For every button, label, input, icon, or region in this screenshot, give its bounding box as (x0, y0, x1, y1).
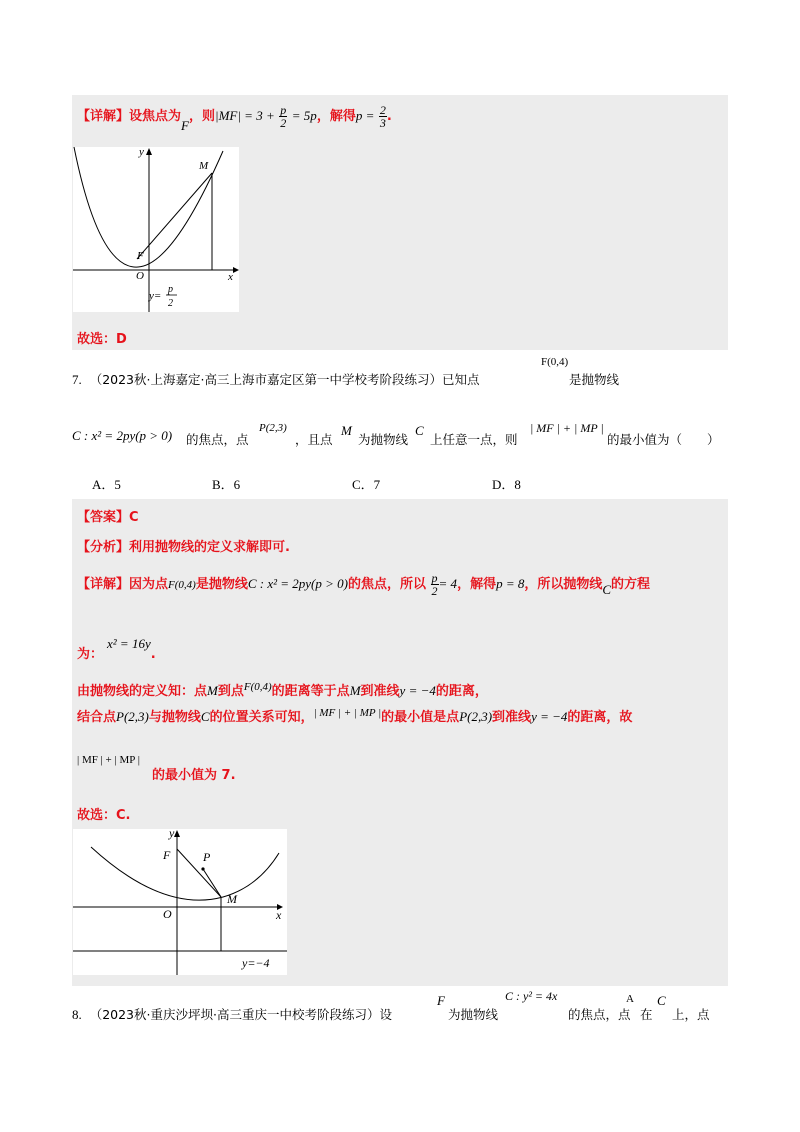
q7-point-F: F(0,4) (541, 356, 569, 368)
q6-parabola-figure (73, 147, 239, 312)
q6-fig-dir-den: 2 (168, 298, 173, 309)
q7-option-c[interactable]: C．7 (352, 477, 381, 492)
q6-fig-M: M (199, 160, 209, 172)
q8-curve: C : y² = 4x (505, 989, 558, 1003)
q7-final-answer: 故选：C. (77, 808, 131, 823)
q7-analysis: 【分析】利用抛物线的定义求解即可. (77, 540, 290, 555)
q7-fig-P: P (203, 850, 211, 864)
q7-parabola-figure (73, 829, 287, 975)
q8-on: 在 (640, 1007, 653, 1022)
q7-any-point: 上任意一点，则 (430, 432, 518, 447)
q7-is-parabola: 是抛物线 (569, 372, 620, 387)
q7-M: M (341, 423, 352, 438)
q8-question-line1: 8. （2023秋·重庆沙坪坝·高三重庆一中校考阶段练习）设 (72, 1007, 392, 1022)
q7-and-point: ，且点 (295, 432, 333, 447)
q7-option-d[interactable]: D．8 (492, 477, 521, 492)
q7-question-line1: 7. （2023秋·上海嘉定·高三上海市嘉定区第一中学校考阶段练习）已知点 (72, 372, 480, 387)
q8-end: 上，点 (672, 1007, 710, 1022)
q8-F: F (437, 993, 445, 1008)
q7-detail-line2: 为：x² = 16y. (77, 636, 156, 662)
q7-option-b[interactable]: B．6 (212, 477, 241, 492)
q7-option-a[interactable]: A．5 (92, 477, 121, 492)
q7-detail-line5: 的最小值为 7. (152, 768, 236, 783)
q6-fig-x: x (228, 271, 233, 283)
q6-fig-y: y (139, 147, 144, 158)
q7-detail-line3: 由抛物线的定义知：点M到点$^{F(0,4)}$的距离等于点M到准线y = −4的距离， (77, 681, 488, 699)
q6-fig-F: F (137, 250, 144, 262)
q6-fig-dir: y= (149, 290, 162, 302)
q8-C: C (657, 993, 666, 1008)
q7-question-line2: C : x² = 2py(p > 0) (72, 428, 173, 443)
q7-fig-F: F (163, 848, 171, 862)
q7-fig-M: M (227, 892, 237, 906)
q7-min-text: 的最小值为（ ） (607, 432, 720, 447)
q7-fig-x: x (276, 908, 282, 922)
q7-expr: | MF | + | MP | (530, 421, 604, 435)
q6-fig-O: O (136, 270, 144, 282)
q7-fig-y: y (169, 829, 175, 840)
q6-answer: 故选：D (77, 332, 127, 347)
q7-C: C (415, 423, 424, 438)
q8-A: A (626, 993, 634, 1005)
q7-detail-line5-expr: | MF | + | MP | (77, 754, 140, 766)
q8-mid: 为抛物线 (448, 1007, 499, 1022)
q7-detail-line1: 【详解】因为点F(0,4)是抛物线C : x² = 2py(p > 0)的焦点，所以 $\frac{p}{2}$ = 4，解得p = 8，所以抛物线C的方程 (77, 571, 651, 598)
q6-detail-line: 【详解】设焦点为F，则|MF| = 3 + $\frac{p}{2}$ = 5p，解得p = $\frac{2}{3}$ . (77, 103, 392, 133)
q7-answer: 【答案】C (77, 510, 139, 525)
q6-fig-dir-num: p (168, 284, 173, 295)
q7-focus-text: 的焦点，点 (186, 432, 249, 447)
q7-detail-line4: 结合点P(2,3)与抛物线C的位置关系可知，$^{| MF | + | MP |}$的最小值是点P(2,3)到准线y = −4的距离，故 (77, 707, 633, 725)
q8-focus: 的焦点，点 (568, 1007, 631, 1022)
q7-point-P: P(2,3) (259, 422, 287, 434)
q7-fig-dir: y=−4 (242, 956, 270, 970)
q7-on-curve: 为抛物线 (358, 432, 409, 447)
q7-fig-O: O (163, 907, 172, 921)
